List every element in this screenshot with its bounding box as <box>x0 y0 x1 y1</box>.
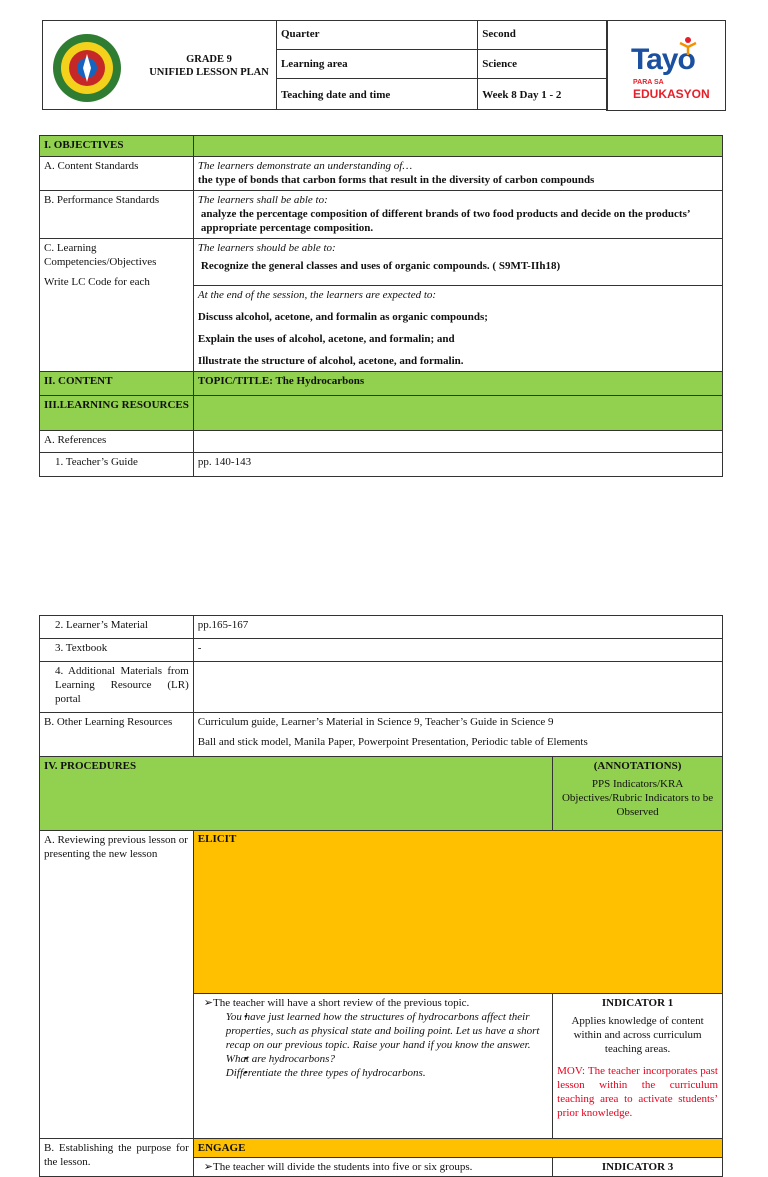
content-standards-text: the type of bonds that carbon forms that result in the diversity of carbon compounds <box>197 174 595 186</box>
indicator-3: INDICATOR 3 <box>553 1158 723 1177</box>
procedures-head: IV. PROCEDURES <box>40 757 553 831</box>
session-item: Illustrate the structure of alcohol, acetone, and formalin. <box>197 355 464 367</box>
learning-area-value: Science <box>478 50 608 79</box>
other-resources-label: B. Other Learning Resources <box>40 713 194 757</box>
teaching-date-label: Teaching date and time <box>276 79 477 110</box>
quarter-label: Quarter <box>276 21 477 50</box>
learners-material-label: 2. Learner’s Material <box>40 616 194 639</box>
plan-label: UNIFIED LESSON PLAN <box>149 67 269 78</box>
elicit-intro: ➢ The teacher will have a short review of the previous topic. <box>198 996 548 1010</box>
performance-standards-lead: The learners shall be able to: <box>197 194 328 206</box>
header-title-cell <box>43 21 277 110</box>
content-head: II. CONTENT <box>40 372 194 396</box>
references-label: A. References <box>40 431 194 453</box>
indicator-1-text: Applies knowledge of content within and across curriculum teaching areas. <box>571 1015 704 1055</box>
competencies-lead: The learners should be able to: <box>197 242 336 254</box>
topic-title: TOPIC/TITLE: The Hydrocarbons <box>193 372 722 396</box>
learners-material-value: pp.165-167 <box>193 616 722 639</box>
brand-logo-small: PARA SA <box>633 79 664 86</box>
procedures-table <box>39 615 723 1177</box>
objectives-table <box>39 135 723 477</box>
brand-logo-box <box>606 20 726 111</box>
annotations-head: (ANNOTATIONS) <box>593 760 682 772</box>
elicit-bullet: • What are hydrocarbons? <box>226 1052 548 1066</box>
header-table <box>42 20 608 110</box>
content-standards-lead: The learners demonstrate an understanding of… <box>197 160 413 172</box>
other-resources-value-2: Ball and stick model, Manila Paper, Powerpoint Presentation, Periodic table of Elements <box>197 736 588 748</box>
engage-head: ENGAGE <box>193 1139 722 1158</box>
deped-seal-icon <box>51 32 123 104</box>
elicit-head: ELICIT <box>193 831 722 994</box>
quarter-value: Second <box>478 21 608 50</box>
brand-logo-sub: EDUKASYON <box>633 87 710 101</box>
textbook-label: 3. Textbook <box>40 639 194 662</box>
elicit-bullet: • Differentiate the three types of hydrocarbons. <box>226 1066 548 1080</box>
grade-label: GRADE 9 <box>186 54 232 65</box>
elicit-bullet-list <box>198 1010 548 1080</box>
engage-intro: ➢ The teacher will divide the students into five or six groups. <box>198 1160 548 1174</box>
objectives-head: I. OBJECTIVES <box>40 136 194 157</box>
establishing-purpose-label: B. Establishing the purpose for the lesson. <box>40 1139 194 1177</box>
learning-area-label: Learning area <box>276 50 477 79</box>
session-item: Explain the uses of alcohol, acetone, and formalin; and <box>197 333 455 345</box>
teaching-date-value: Week 8 Day 1 - 2 <box>478 79 608 110</box>
brand-logo-main: Tayo <box>631 43 695 76</box>
mov-1-text: MOV: The teacher incorporates past lesson within the curriculum teaching area to activate students’ prior knowledge. <box>557 1065 718 1119</box>
performance-standards-text: analyze the percentage composition of different brands of two food products and decide on the products’ appropriate percentage composition. <box>200 208 690 234</box>
performance-standards-label: B. Performance Standards <box>40 191 194 239</box>
resources-head: III.LEARNING RESOURCES <box>40 396 194 431</box>
session-item: Discuss alcohol, acetone, and formalin as organic compounds; <box>197 311 488 323</box>
additional-materials-label: 4. Additional Materials from Learning Resource (LR) portal <box>40 662 194 713</box>
indicator-1: INDICATOR 1 <box>601 997 674 1009</box>
competencies-label: C. Learning Competencies/Objectives <box>44 242 157 268</box>
person-figure-icon <box>677 35 699 57</box>
elicit-bullet: • You have just learned how the structures of hydrocarbons affect their properties, such as physical state and boiling point. Let us have a short recap on our previous topic. Raise your hand if you know the answer. <box>226 1010 548 1052</box>
other-resources-value-1: Curriculum guide, Learner’s Material in Science 9, Teacher’s Guide in Science 9 <box>197 716 554 728</box>
teachers-guide-value: pp. 140-143 <box>193 453 722 477</box>
textbook-value: - <box>193 639 722 662</box>
reviewing-lesson-label: A. Reviewing previous lesson or presenting the new lesson <box>40 831 194 1139</box>
content-standards-label: A. Content Standards <box>40 157 194 191</box>
session-lead: At the end of the session, the learners are expected to: <box>197 289 437 301</box>
teachers-guide-label: 1. Teacher’s Guide <box>40 453 194 477</box>
annotations-sub: PPS Indicators/KRA Objectives/Rubric Indicators to be Observed <box>561 778 714 818</box>
lc-code-label: Write LC Code for each <box>44 276 150 288</box>
competencies-text: Recognize the general classes and uses of organic compounds. ( S9MT-IIh18) <box>200 260 561 272</box>
